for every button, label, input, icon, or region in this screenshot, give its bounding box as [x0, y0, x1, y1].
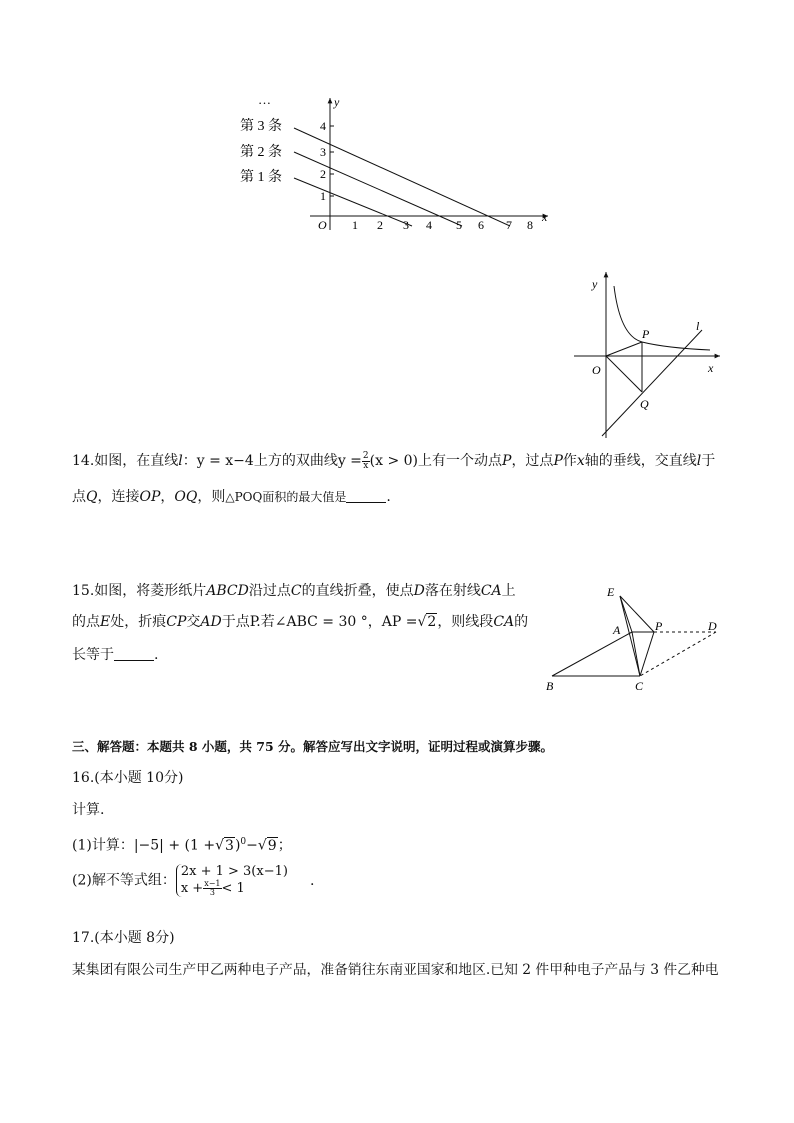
q16-text: −: [246, 837, 258, 854]
q14-var-q: Q: [86, 489, 98, 505]
point-c-label: C: [635, 679, 644, 693]
x-tick: 8: [527, 218, 533, 232]
q14-text: .: [386, 489, 391, 505]
q15-var: AD: [200, 614, 222, 630]
q17-text: 某集团有限公司生产甲乙两种电子产品，准备销往东南亚国家和地区.已知 2 件甲种电子产品与 3 件乙种电: [72, 962, 719, 978]
row-label-2: 第 2 条: [240, 145, 282, 160]
q14-var-p: P: [502, 453, 512, 469]
x-tick: 4: [426, 218, 432, 232]
x-tick: 5: [456, 218, 462, 232]
q15-line1: [72, 581, 516, 601]
hyperbola-curve: [614, 286, 710, 350]
q16-part1: (1)计算：$|-5| + (1 +√3)^0-√9$；: [72, 837, 292, 854]
q15-text: 沿过点: [248, 583, 291, 599]
question-number: 15.: [72, 583, 95, 599]
q14-text: ：y = x−4上方的双曲线y =: [182, 453, 362, 469]
q16-text: .: [309, 872, 315, 889]
q16-text: ): [234, 837, 241, 854]
x-tick: 2: [377, 218, 383, 232]
frac-den: 3: [209, 888, 215, 897]
q14-line2: [72, 487, 391, 507]
y-label: y: [592, 277, 598, 291]
q14-text: △POQ面积的最大值是: [225, 490, 347, 504]
q14-var-op: OP: [139, 489, 161, 505]
q14-text: ，则: [197, 489, 226, 505]
section-heading: 三、解答题：本题共 8 小题，共 75 分。解答应写出文字说明，证明过程或演算步骤。: [72, 739, 554, 754]
q15-text: 的: [514, 614, 529, 630]
q16-text: (2)解不等式组：: [72, 872, 176, 889]
q15-var: E: [100, 614, 111, 630]
q16-text: < 1: [221, 881, 245, 896]
line-l: [602, 330, 702, 436]
segment-ac: [632, 632, 640, 676]
ellipsis: …: [258, 92, 271, 107]
q15-text: 处，折痕: [110, 614, 167, 630]
fraction: [203, 880, 221, 897]
q15-text: 落在射线: [424, 583, 481, 599]
q14-var-l: l: [696, 453, 702, 469]
q14-var-oq: OQ: [174, 489, 198, 505]
q14-var-l: l: [178, 453, 183, 469]
figure-13-line-graph: [230, 88, 570, 238]
q15-text: ，则线段: [437, 614, 494, 630]
origin-label: O: [592, 363, 601, 377]
q16-text: ；: [277, 837, 292, 854]
y-tick: 3: [320, 145, 326, 159]
q14-text: (x > 0)上有一个动点: [369, 453, 503, 469]
q15-text: 于点P.若∠ABC = 30 °，AP =: [221, 614, 418, 630]
q15-text: 如图，将菱形纸片: [94, 583, 207, 599]
q15-text: 上: [501, 583, 516, 599]
op-segment: [606, 342, 642, 356]
x-tick: 1: [352, 218, 358, 232]
q15-var: CA: [480, 583, 502, 599]
q16-header: 16.(本小题 10分): [72, 770, 184, 786]
y-axis-label: y: [334, 95, 340, 109]
point-a-label: A: [613, 623, 621, 637]
origin-label: O: [318, 218, 327, 232]
q15-var: CP: [166, 614, 187, 630]
q14-text: 点: [72, 489, 86, 505]
row-label-1: 第 1 条: [240, 170, 282, 185]
q15-text: 的直线折叠，使点: [301, 583, 414, 599]
point-b-label: B: [546, 679, 554, 693]
x-tick: 6: [478, 218, 484, 232]
x-tick: 3: [403, 218, 409, 232]
q14-text: 如图，在直线: [94, 453, 179, 469]
segment-ep: [620, 596, 654, 632]
point-q-label: Q: [640, 397, 649, 411]
q14-var-p: P: [553, 453, 563, 469]
inequality-system: [176, 864, 288, 897]
line-l-label: l: [696, 319, 700, 333]
sqrt-value: 2: [427, 614, 437, 630]
frac-num: 2: [362, 450, 369, 461]
question-number: 14.: [72, 453, 95, 469]
q15-var: ABCD: [206, 583, 249, 599]
q16-intro: 计算.: [72, 802, 105, 818]
point-p-label: P: [642, 327, 650, 341]
q16-part2: [72, 864, 314, 897]
q15-var: D: [413, 583, 425, 599]
y-tick: 2: [320, 167, 326, 181]
figure-15-rhombus: [540, 580, 730, 695]
q14-text: ，: [160, 489, 175, 505]
line-3: [294, 128, 510, 226]
inequality-2: [181, 880, 288, 897]
q15-line3: [72, 645, 158, 665]
segment-ec: [620, 596, 640, 676]
row-label-3: 第 3 条: [240, 119, 282, 134]
q14-text: ，连接: [97, 489, 140, 505]
q14-var-x: x: [576, 453, 585, 469]
sqrt-value: 3: [225, 837, 234, 854]
frac-den: x: [363, 460, 369, 471]
q15-text: .: [154, 647, 159, 663]
x-tick: 7: [506, 218, 512, 232]
segment-ba: [552, 632, 632, 676]
q14-text: 作: [562, 453, 577, 469]
q14-text: 轴的垂线，交直线: [584, 453, 697, 469]
inequality-1: 2x + 1 > 3(x−1): [180, 864, 288, 879]
exponent: 0: [240, 837, 247, 847]
q14-text: ，过点: [511, 453, 554, 469]
frac-num: x−1: [204, 879, 221, 888]
answer-blank[interactable]: [346, 488, 386, 503]
q17-header: 17.(本小题 8分): [72, 930, 175, 946]
q15-text: 的点: [72, 614, 100, 630]
figure-14-hyperbola: [570, 268, 730, 443]
point-p-label: P: [655, 619, 663, 633]
y-tick: 4: [320, 119, 326, 133]
x-label: x: [708, 361, 714, 375]
q15-text: 长等于: [72, 647, 114, 663]
q16-text: (1)计算：|−5| + (1 +: [72, 837, 216, 854]
oq-segment: [606, 356, 642, 392]
q16-text: x +: [180, 881, 204, 896]
q15-line2: 的点E处，折痕CP交AD于点P.若∠ABC = 30 °，AP =√2，则线段CA的: [72, 614, 529, 630]
answer-blank[interactable]: [114, 646, 154, 661]
sqrt-value: 9: [267, 837, 277, 854]
y-tick: 1: [320, 189, 326, 203]
q15-var: CA: [493, 614, 515, 630]
q14-text: 于: [701, 453, 716, 469]
q15-text: 交: [186, 614, 201, 630]
point-e-label: E: [607, 585, 615, 599]
q15-var: C: [290, 583, 302, 599]
point-d-label: D: [708, 619, 717, 633]
fraction: [362, 452, 370, 471]
q14-line1: [72, 451, 715, 471]
x-axis-label: x: [542, 210, 548, 224]
